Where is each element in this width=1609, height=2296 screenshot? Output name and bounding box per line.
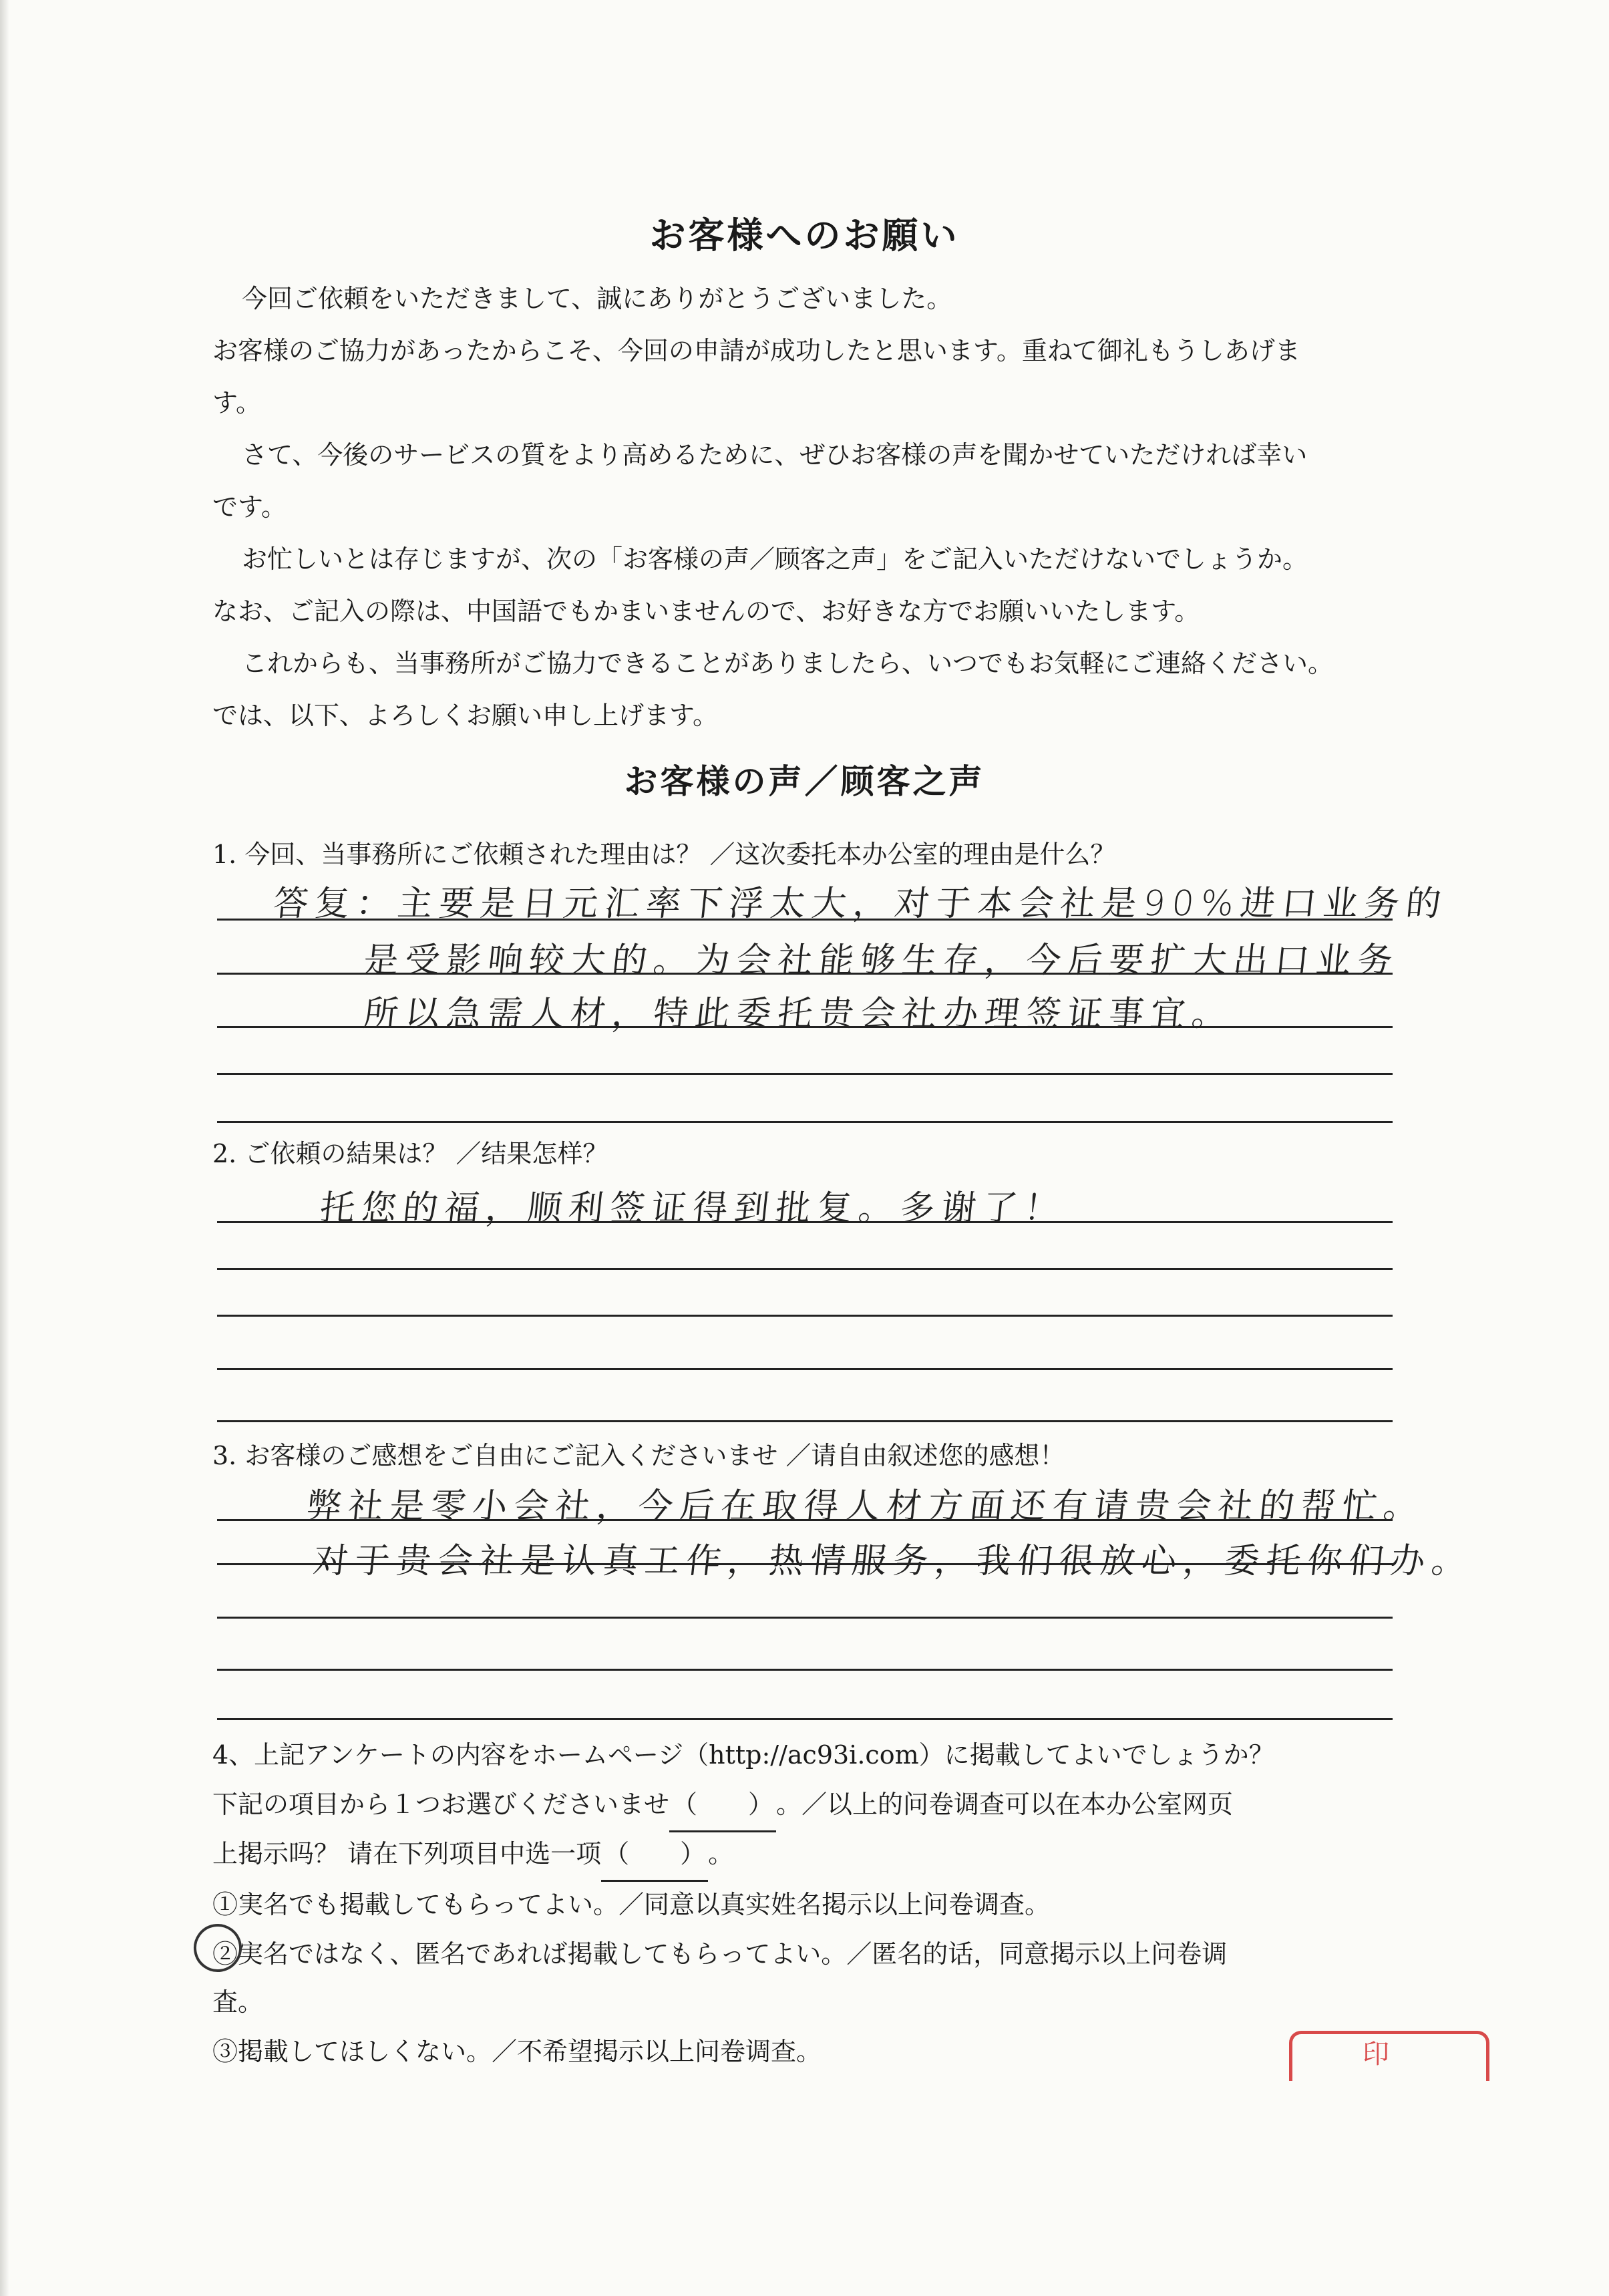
question-4-line xyxy=(212,1778,1233,1832)
intro-line: お客様のご協力があったからこそ、今回の申請が成功したと思います。重ねて御礼もうしあげま xyxy=(212,336,1300,365)
answer-2-line: 托您的福，顺利签证得到批复。多谢了！ xyxy=(318,1188,1068,1228)
answer-rule xyxy=(217,973,1393,975)
answer-rule xyxy=(217,1519,1393,1521)
question-3: 3. お客様のご感想をご自由にご記入くださいませ ／请自由叙述您的感想！ xyxy=(212,1441,1065,1470)
question-4-line xyxy=(212,1828,733,1882)
intro-line: なお、ご記入の際は、中国語でもかまいませんので、お好きな方でお願いいたします。 xyxy=(212,597,1200,626)
answer-rule xyxy=(217,1617,1393,1619)
intro-paragraph xyxy=(212,273,1415,742)
intro-line: す。 xyxy=(212,388,261,418)
section-title: お客様の声／顾客之声 xyxy=(624,762,985,801)
answer-rule xyxy=(217,1563,1393,1565)
answer-rule xyxy=(217,1315,1393,1317)
q4-suffix: 。 xyxy=(708,1839,734,1868)
answer-1-line: 答复：主要是日元汇率下浮太大，对于本会社是90%进口业务的 xyxy=(271,884,1450,924)
red-seal-stamp: 印 xyxy=(1289,2031,1489,2081)
selection-blank[interactable]: （ ） xyxy=(669,1778,776,1832)
intro-line: 今回ご依頼をいただきまして、誠にありがとうございました。 xyxy=(242,284,952,313)
q4-prefix: 下記の項目から１つお選びくださいませ xyxy=(212,1790,670,1819)
answer-rule xyxy=(217,1026,1393,1028)
answer-rule xyxy=(217,1221,1393,1223)
option-1[interactable]: ①実名でも掲載してもらってよい。／同意以真实姓名掲示以上问卷调查。 xyxy=(212,1890,1051,1919)
page-title: お客様へのお願い xyxy=(649,214,960,257)
option-3[interactable]: ③掲載してほしくない。／不希望掲示以上问卷调查。 xyxy=(212,2037,822,2066)
option-2[interactable]: ②実名ではなく、匿名であれば掲載してもらってよい。／匿名的话，同意掲示以上问卷调 xyxy=(212,1939,1228,1969)
q4-prefix: 上掲示吗？ 请在下列项目中选一项 xyxy=(212,1839,602,1868)
intro-line: これからも、当事務所がご協力できることがありましたら、いつでもお気軽にご連絡ください。 xyxy=(242,649,1334,678)
selection-blank[interactable]: （ ） xyxy=(601,1828,708,1882)
answer-rule xyxy=(217,1718,1393,1720)
answer-3-line: 对于贵会社是认真工作，热情服务，我们很放心，委托你们办。 xyxy=(311,1541,1475,1581)
question-1: 1. 今回、当事務所にご依頼された理由は？ ／这次委托本办公室的理由是什么？ xyxy=(212,840,1116,869)
answer-3-line: 弊社是零小会社，今后在取得人材方面还有请贵会社的帮忙。 xyxy=(305,1486,1427,1526)
option-2-cont: 査。 xyxy=(212,1987,264,2017)
intro-line: です。 xyxy=(212,492,287,522)
question-2: 2. ご依頼の結果は？ ／结果怎样？ xyxy=(212,1139,608,1168)
answer-rule xyxy=(217,919,1393,921)
answer-rule xyxy=(217,1073,1393,1075)
intro-line: お忙しいとは存じますが、次の「お客様の声／顾客之声」をご記入いただけないでしょうか。 xyxy=(242,544,1308,574)
answer-1-line: 是受影响较大的。为会社能够生存，今后要扩大出口业务 xyxy=(361,941,1401,981)
answer-1-line: 所以急需人材，特此委托贵会社办理签证事宜。 xyxy=(361,994,1236,1034)
intro-line: では、以下、よろしくお願い申し上げます。 xyxy=(212,701,718,730)
q4-suffix: 。／以上的问卷调查可以在本办公室网页 xyxy=(776,1790,1234,1819)
question-4: 4、上記アンケートの内容をホームページ（http://ac93i.com）に掲載してよいでしょうか？ xyxy=(212,1740,1274,1770)
scan-edge xyxy=(0,0,9,2296)
answer-rule xyxy=(217,1121,1393,1123)
answer-rule xyxy=(217,1268,1393,1270)
answer-rule xyxy=(217,1420,1393,1422)
intro-line: さて、今後のサービスの質をより高めるために、ぜひお客様の声を聞かせていただければ幸い xyxy=(242,440,1308,470)
answer-rule xyxy=(217,1669,1393,1671)
answer-rule xyxy=(217,1368,1393,1370)
